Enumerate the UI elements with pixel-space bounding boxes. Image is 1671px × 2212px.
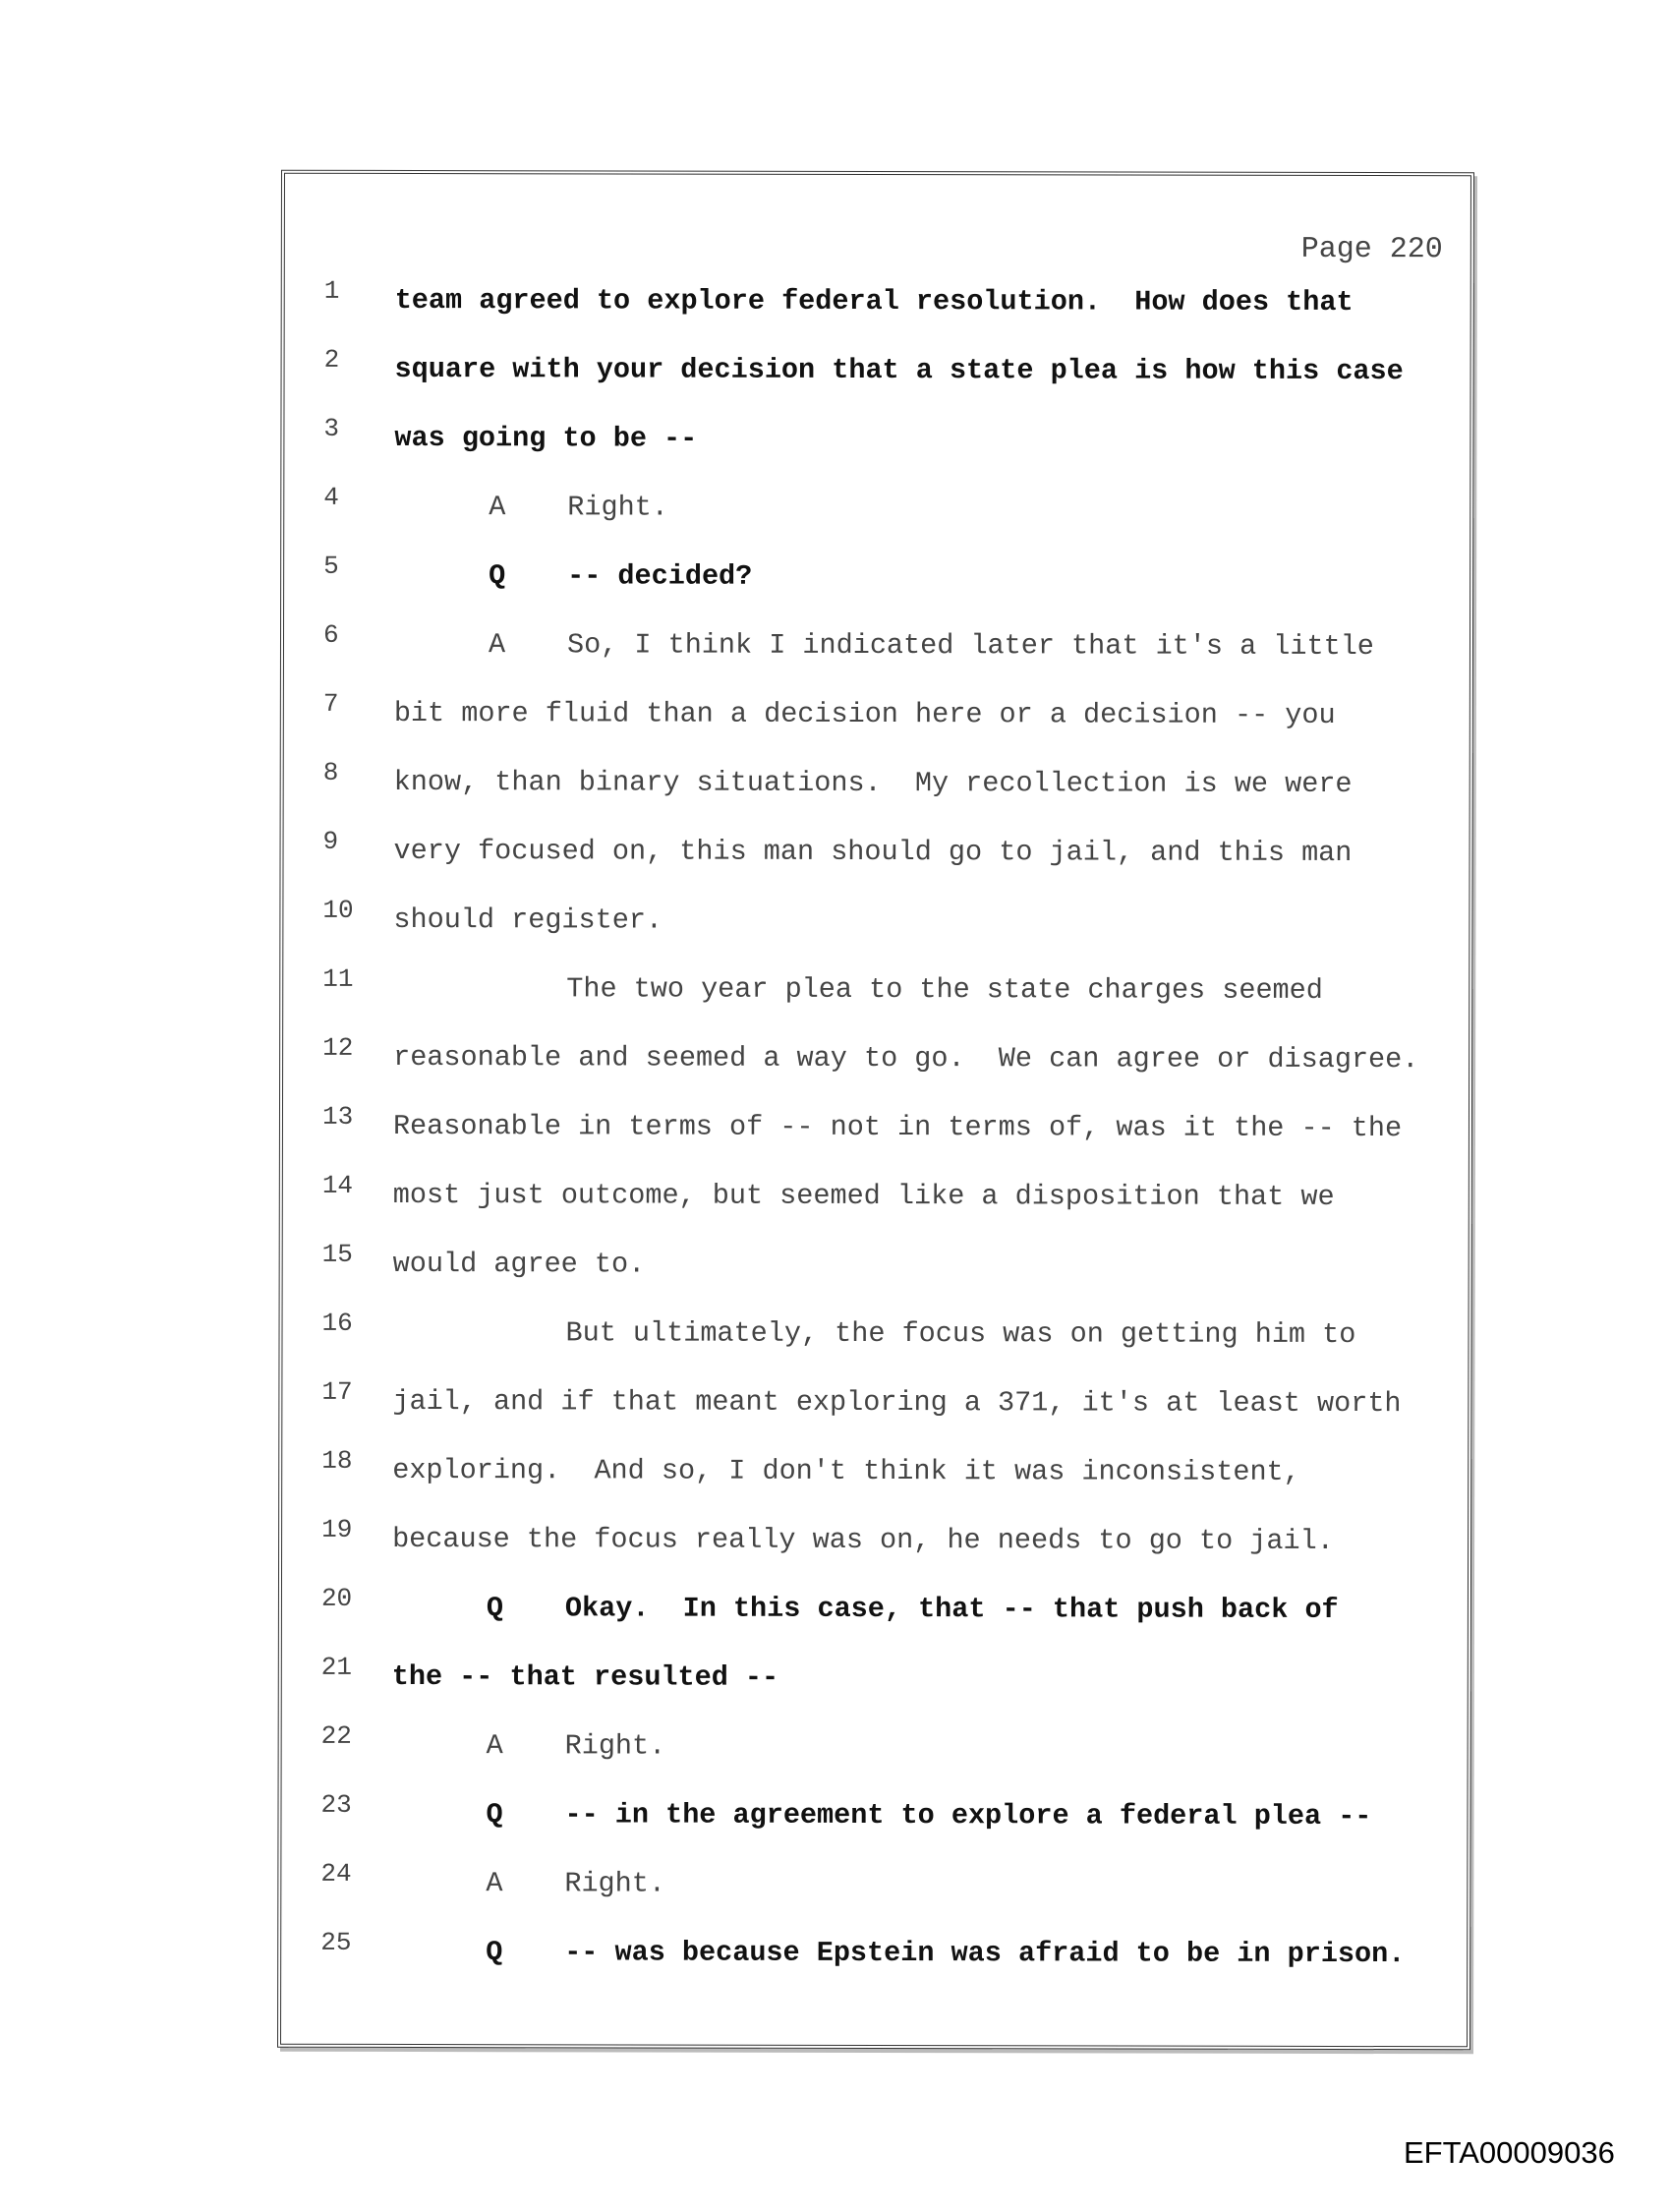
line-number: 11 [322,963,354,994]
line-text: Right. [564,1867,666,1900]
line-number: 18 [321,1445,353,1476]
transcript-line [283,817,1469,889]
transcript-line [284,542,1469,613]
line-number: 15 [321,1239,353,1269]
speaker-label: A [489,491,506,524]
line-text: was going to be -- [394,421,698,455]
line-number: 8 [322,757,339,787]
line-text: would agree to. [392,1247,646,1281]
line-text: Right. [564,1729,666,1763]
transcript-line [283,886,1469,958]
page-number: Page 220 [1300,232,1443,267]
line-text: -- in the agreement to explore a federal plea -- [564,1798,1372,1834]
speaker-label: A [486,1729,503,1763]
line-number: 4 [323,482,339,512]
line-number: 17 [321,1376,353,1407]
speaker-label: Q [489,559,506,593]
line-number: 7 [322,688,339,719]
transcript-page-frame [277,170,1474,2051]
line-text: because the focus really was on, he needs to go to jail. [392,1522,1334,1557]
line-text: the -- that resulted -- [391,1659,779,1694]
transcript-line [284,473,1469,545]
transcript-line [282,1574,1468,1646]
transcript-line [283,1092,1469,1164]
speaker-label: A [488,628,506,662]
line-text: should register. [393,902,663,937]
transcript-line [282,1299,1468,1370]
line-text: -- was because Epstein was afraid to be in prison. [564,1936,1406,1971]
transcript-line [281,1918,1467,1990]
line-text: exploring. And so, I don't think it was inconsistent, [392,1453,1300,1488]
transcript-lines [281,266,1470,1990]
line-number: 9 [322,826,339,856]
transcript-line [284,611,1469,682]
transcript-line [284,679,1469,751]
line-number: 20 [320,1583,353,1613]
line-number: 2 [323,344,340,375]
line-number: 25 [320,1927,352,1957]
transcript-line [283,1230,1469,1302]
line-text: reasonable and seemed a way to go. We can agree or disagree. [393,1040,1419,1077]
line-text: very focused on, this man should go to jail, and this man [393,834,1353,870]
line-number: 12 [322,1032,354,1063]
line-number: 16 [321,1308,353,1338]
line-number: 3 [323,413,340,443]
line-text: -- decided? [567,559,753,593]
line-text: know, than binary situations. My recollection is we were [393,765,1353,801]
transcript-line [282,1505,1468,1577]
transcript-line [282,1368,1468,1439]
transcript-line [285,335,1470,407]
transcript-line [283,1161,1469,1233]
transcript-line [283,1023,1469,1095]
line-text: team agreed to explore federal resolution. How does that [394,283,1354,320]
speaker-label: Q [486,1592,504,1625]
line-number: 5 [323,551,339,581]
document-id: EFTA00009036 [1404,2135,1615,2170]
transcript-line [283,955,1469,1026]
line-number: 10 [322,895,354,925]
line-text: square with your decision that a state plea is how this case [394,352,1404,388]
transcript-line [282,1643,1468,1715]
line-number: 13 [321,1101,354,1132]
line-number: 22 [320,1720,352,1751]
line-text: Reasonable in terms of -- not in terms of, was it the -- the [392,1109,1403,1145]
line-number: 23 [320,1789,352,1820]
line-text: But ultimately, the focus was on getting him to [565,1316,1356,1352]
line-number: 14 [321,1170,354,1200]
speaker-label: A [486,1867,503,1900]
transcript-line [285,266,1470,338]
line-text: The two year plea to the state charges seemed [566,972,1323,1007]
line-text: Right. [567,491,668,524]
line-number: 6 [322,619,339,650]
line-number: 24 [320,1858,352,1889]
transcript-line [284,404,1469,476]
line-text: Okay. In this case, that -- that push back of [564,1592,1339,1626]
transcript-line [282,1436,1468,1508]
line-text: So, I think I indicated later that it's a little [566,628,1374,664]
transcript-line [281,1780,1467,1852]
line-text: most just outcome, but seemed like a disposition that we [392,1178,1335,1213]
line-number: 1 [323,275,340,306]
transcript-line [282,1712,1468,1783]
speaker-label: Q [486,1936,503,1969]
speaker-label: Q [486,1798,503,1832]
line-text: bit more fluid than a decision here or a decision -- you [393,696,1336,731]
transcript-line [281,1849,1467,1921]
line-number: 21 [320,1652,353,1682]
transcript-line [284,748,1469,820]
line-text: jail, and if that meant exploring a 371, it's at least worth [392,1384,1402,1421]
line-number: 19 [321,1514,353,1544]
